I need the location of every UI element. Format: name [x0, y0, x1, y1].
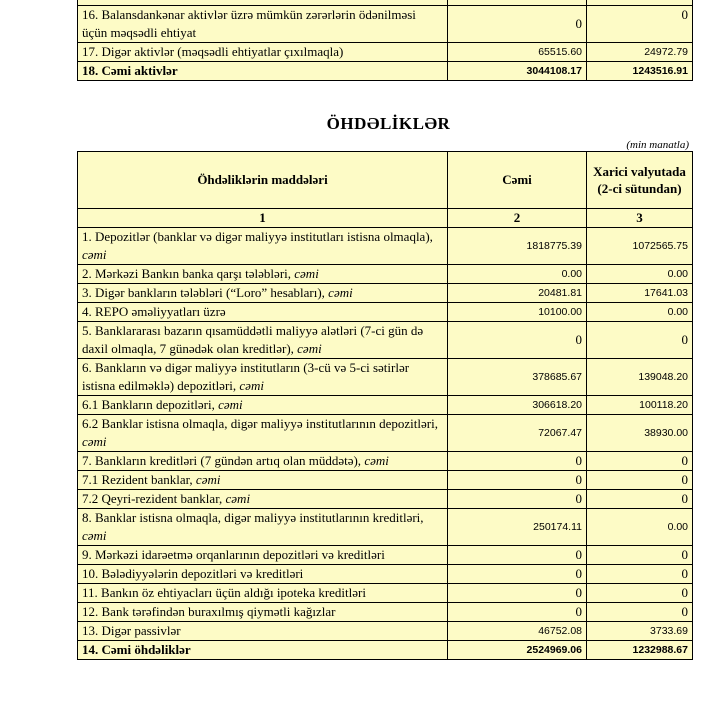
table-row — [78, 584, 693, 603]
table-row — [78, 265, 693, 284]
row-total: 0 — [448, 603, 587, 622]
assets-row-fx: 24972.79 — [587, 43, 693, 62]
row-fx: 0 — [587, 584, 693, 603]
unit-note: (min manatla) — [626, 139, 689, 151]
header-row — [78, 152, 693, 209]
row-label-text: 10. Bələdiyyələrin depozitləri və kreditləri — [82, 566, 304, 581]
table-row — [78, 603, 693, 622]
row-label — [78, 641, 448, 660]
row-label-text: 14. Cəmi öhdəliklər — [82, 642, 191, 657]
row-label-suffix: cəmi — [225, 491, 251, 506]
row-label-text: 1. Depozitlər (banklar və digər maliyyə institutları istisna olmaqla), — [82, 229, 433, 244]
row-label-suffix: cəmi — [364, 453, 389, 468]
row-fx: 139048.20 — [587, 359, 693, 396]
row-fx: 1232988.67 — [587, 641, 693, 660]
row-label-text: 5. Banklararası bazarın qısamüddətli maliyyə alətləri (7-ci gün də daxil olmaqla, 7 günədək olan kreditlər), — [82, 323, 424, 356]
row-label — [78, 396, 448, 415]
row-fx: 3733.69 — [587, 622, 693, 641]
row-total: 46752.08 — [448, 622, 587, 641]
table-row — [78, 565, 693, 584]
row-label-text: 11. Bankın öz ehtiyacları üçün aldığı ipoteka kreditləri — [82, 585, 366, 600]
table-row — [78, 641, 693, 660]
row-label — [78, 415, 448, 452]
row-label-text: 7.1 Rezident banklar, — [82, 472, 196, 487]
row-label — [78, 228, 448, 265]
row-fx: 38930.00 — [587, 415, 693, 452]
row-label — [78, 322, 448, 359]
row-total: 1818775.39 — [448, 228, 587, 265]
row-fx: 0 — [587, 322, 693, 359]
row-total: 72067.47 — [448, 415, 587, 452]
row-label-suffix: cəmi — [218, 397, 243, 412]
row-label-suffix: cəmi — [82, 247, 107, 262]
assets-row-label: 17. Digər aktivlər (məqsədli ehtiyatlar çıxılmaqla) — [78, 43, 448, 62]
table-row — [78, 415, 693, 452]
assets-row-label: 16. Balansdankənar aktivlər üzrə mümkün zərərlərin ödənilməsi üçün məqsədli ehtiyat — [78, 6, 448, 43]
table-row — [78, 322, 693, 359]
row-total: 0 — [448, 565, 587, 584]
row-fx: 0.00 — [587, 303, 693, 322]
assets-row-17 — [78, 43, 693, 62]
row-label — [78, 622, 448, 641]
row-total: 0 — [448, 471, 587, 490]
liabilities-body — [78, 228, 693, 660]
row-total: 2524969.06 — [448, 641, 587, 660]
row-total: 0 — [448, 322, 587, 359]
row-fx: 17641.03 — [587, 284, 693, 303]
header-total: Cəmi — [448, 152, 587, 209]
row-fx: 0 — [587, 452, 693, 471]
row-fx: 0.00 — [587, 265, 693, 284]
assets-row-16 — [78, 6, 693, 43]
row-label — [78, 303, 448, 322]
row-label-suffix: cəmi — [328, 285, 353, 300]
table-row — [78, 303, 693, 322]
column-number: 2 — [448, 209, 587, 228]
row-label-suffix: cəmi — [239, 378, 264, 393]
table-row — [78, 228, 693, 265]
row-label — [78, 565, 448, 584]
column-numbers-row — [78, 209, 693, 228]
assets-row-total: 0 — [448, 6, 587, 43]
assets-row-total: 3044108.17 — [448, 62, 587, 81]
row-label — [78, 359, 448, 396]
assets-row-label: 18. Cəmi aktivlər — [78, 62, 448, 81]
row-label-text: 6.1 Bankların depozitləri, — [82, 397, 219, 412]
assets-row-fx: 0 — [587, 6, 693, 43]
row-label-text: 7. Bankların kreditləri (7 gündən artıq olan müddətə), — [82, 453, 365, 468]
assets-table-tail — [77, 0, 693, 81]
row-fx: 0.00 — [587, 509, 693, 546]
assets-row-fx: 1243516.91 — [587, 62, 693, 81]
row-fx: 1072565.75 — [587, 228, 693, 265]
row-fx: 0 — [587, 565, 693, 584]
row-label — [78, 546, 448, 565]
row-fx: 0 — [587, 603, 693, 622]
row-fx: 0 — [587, 490, 693, 509]
table-row — [78, 471, 693, 490]
row-label — [78, 265, 448, 284]
row-total: 0.00 — [448, 265, 587, 284]
row-total: 0 — [448, 546, 587, 565]
column-number: 3 — [587, 209, 693, 228]
row-label — [78, 452, 448, 471]
row-total: 250174.11 — [448, 509, 587, 546]
column-number: 1 — [78, 209, 448, 228]
table-row — [78, 622, 693, 641]
row-total: 0 — [448, 584, 587, 603]
row-total: 0 — [448, 490, 587, 509]
row-label-suffix: cəmi — [82, 434, 107, 449]
row-fx: 100118.20 — [587, 396, 693, 415]
row-label-text: 3. Digər bankların tələbləri (“Loro” hesabları), — [82, 285, 329, 300]
row-label-text: 6.2 Banklar istisna olmaqla, digər maliyyə institutlarının depozitləri, — [82, 416, 438, 431]
row-total: 20481.81 — [448, 284, 587, 303]
row-label-text: 6. Bankların və digər maliyyə institutların (3-cü və 5-ci sətirlər istisna edilməklə) depozitləri, — [82, 360, 410, 393]
table-row — [78, 284, 693, 303]
row-label — [78, 584, 448, 603]
table-row — [78, 509, 693, 546]
liabilities-title: ÖHDƏLİKLƏR — [326, 114, 451, 133]
row-label-suffix: cəmi — [195, 472, 221, 487]
row-label-text: 8. Banklar istisna olmaqla, digər maliyyə institutlarının kreditləri, — [82, 510, 424, 525]
row-label-suffix: cəmi — [297, 341, 322, 356]
row-label-text: 12. Bank tərəfindən buraxılmış qiymətli kağızlar — [82, 604, 336, 619]
row-total: 10100.00 — [448, 303, 587, 322]
row-label-text: 13. Digər passivlər — [82, 623, 181, 638]
row-total: 378685.67 — [448, 359, 587, 396]
header-items: Öhdəliklərin maddələri — [78, 152, 448, 209]
liabilities-table — [77, 151, 693, 660]
header-fx: Xarici valyutada (2-ci sütundan) — [587, 152, 693, 209]
table-row — [78, 546, 693, 565]
table-row — [78, 396, 693, 415]
row-label-text: 7.2 Qeyri-rezident banklar, — [82, 491, 226, 506]
row-label — [78, 509, 448, 546]
row-fx: 0 — [587, 471, 693, 490]
table-row — [78, 359, 693, 396]
row-label — [78, 490, 448, 509]
table-row — [78, 490, 693, 509]
row-label-text: 4. REPO əməliyyatları üzrə — [82, 304, 226, 319]
assets-row-total: 65515.60 — [448, 43, 587, 62]
row-label-suffix: cəmi — [294, 266, 319, 281]
row-total: 306618.20 — [448, 396, 587, 415]
row-label — [78, 603, 448, 622]
assets-row-18-total — [78, 62, 693, 81]
row-label — [78, 471, 448, 490]
row-label-text: 9. Mərkəzi idarəetmə orqanlarının depozitləri və kreditləri — [82, 547, 385, 562]
row-label-text: 2. Mərkəzi Bankın banka qarşı tələbləri, — [82, 266, 295, 281]
table-row — [78, 452, 693, 471]
row-fx: 0 — [587, 546, 693, 565]
row-label — [78, 284, 448, 303]
row-total: 0 — [448, 452, 587, 471]
row-label-suffix: cəmi — [82, 528, 107, 543]
